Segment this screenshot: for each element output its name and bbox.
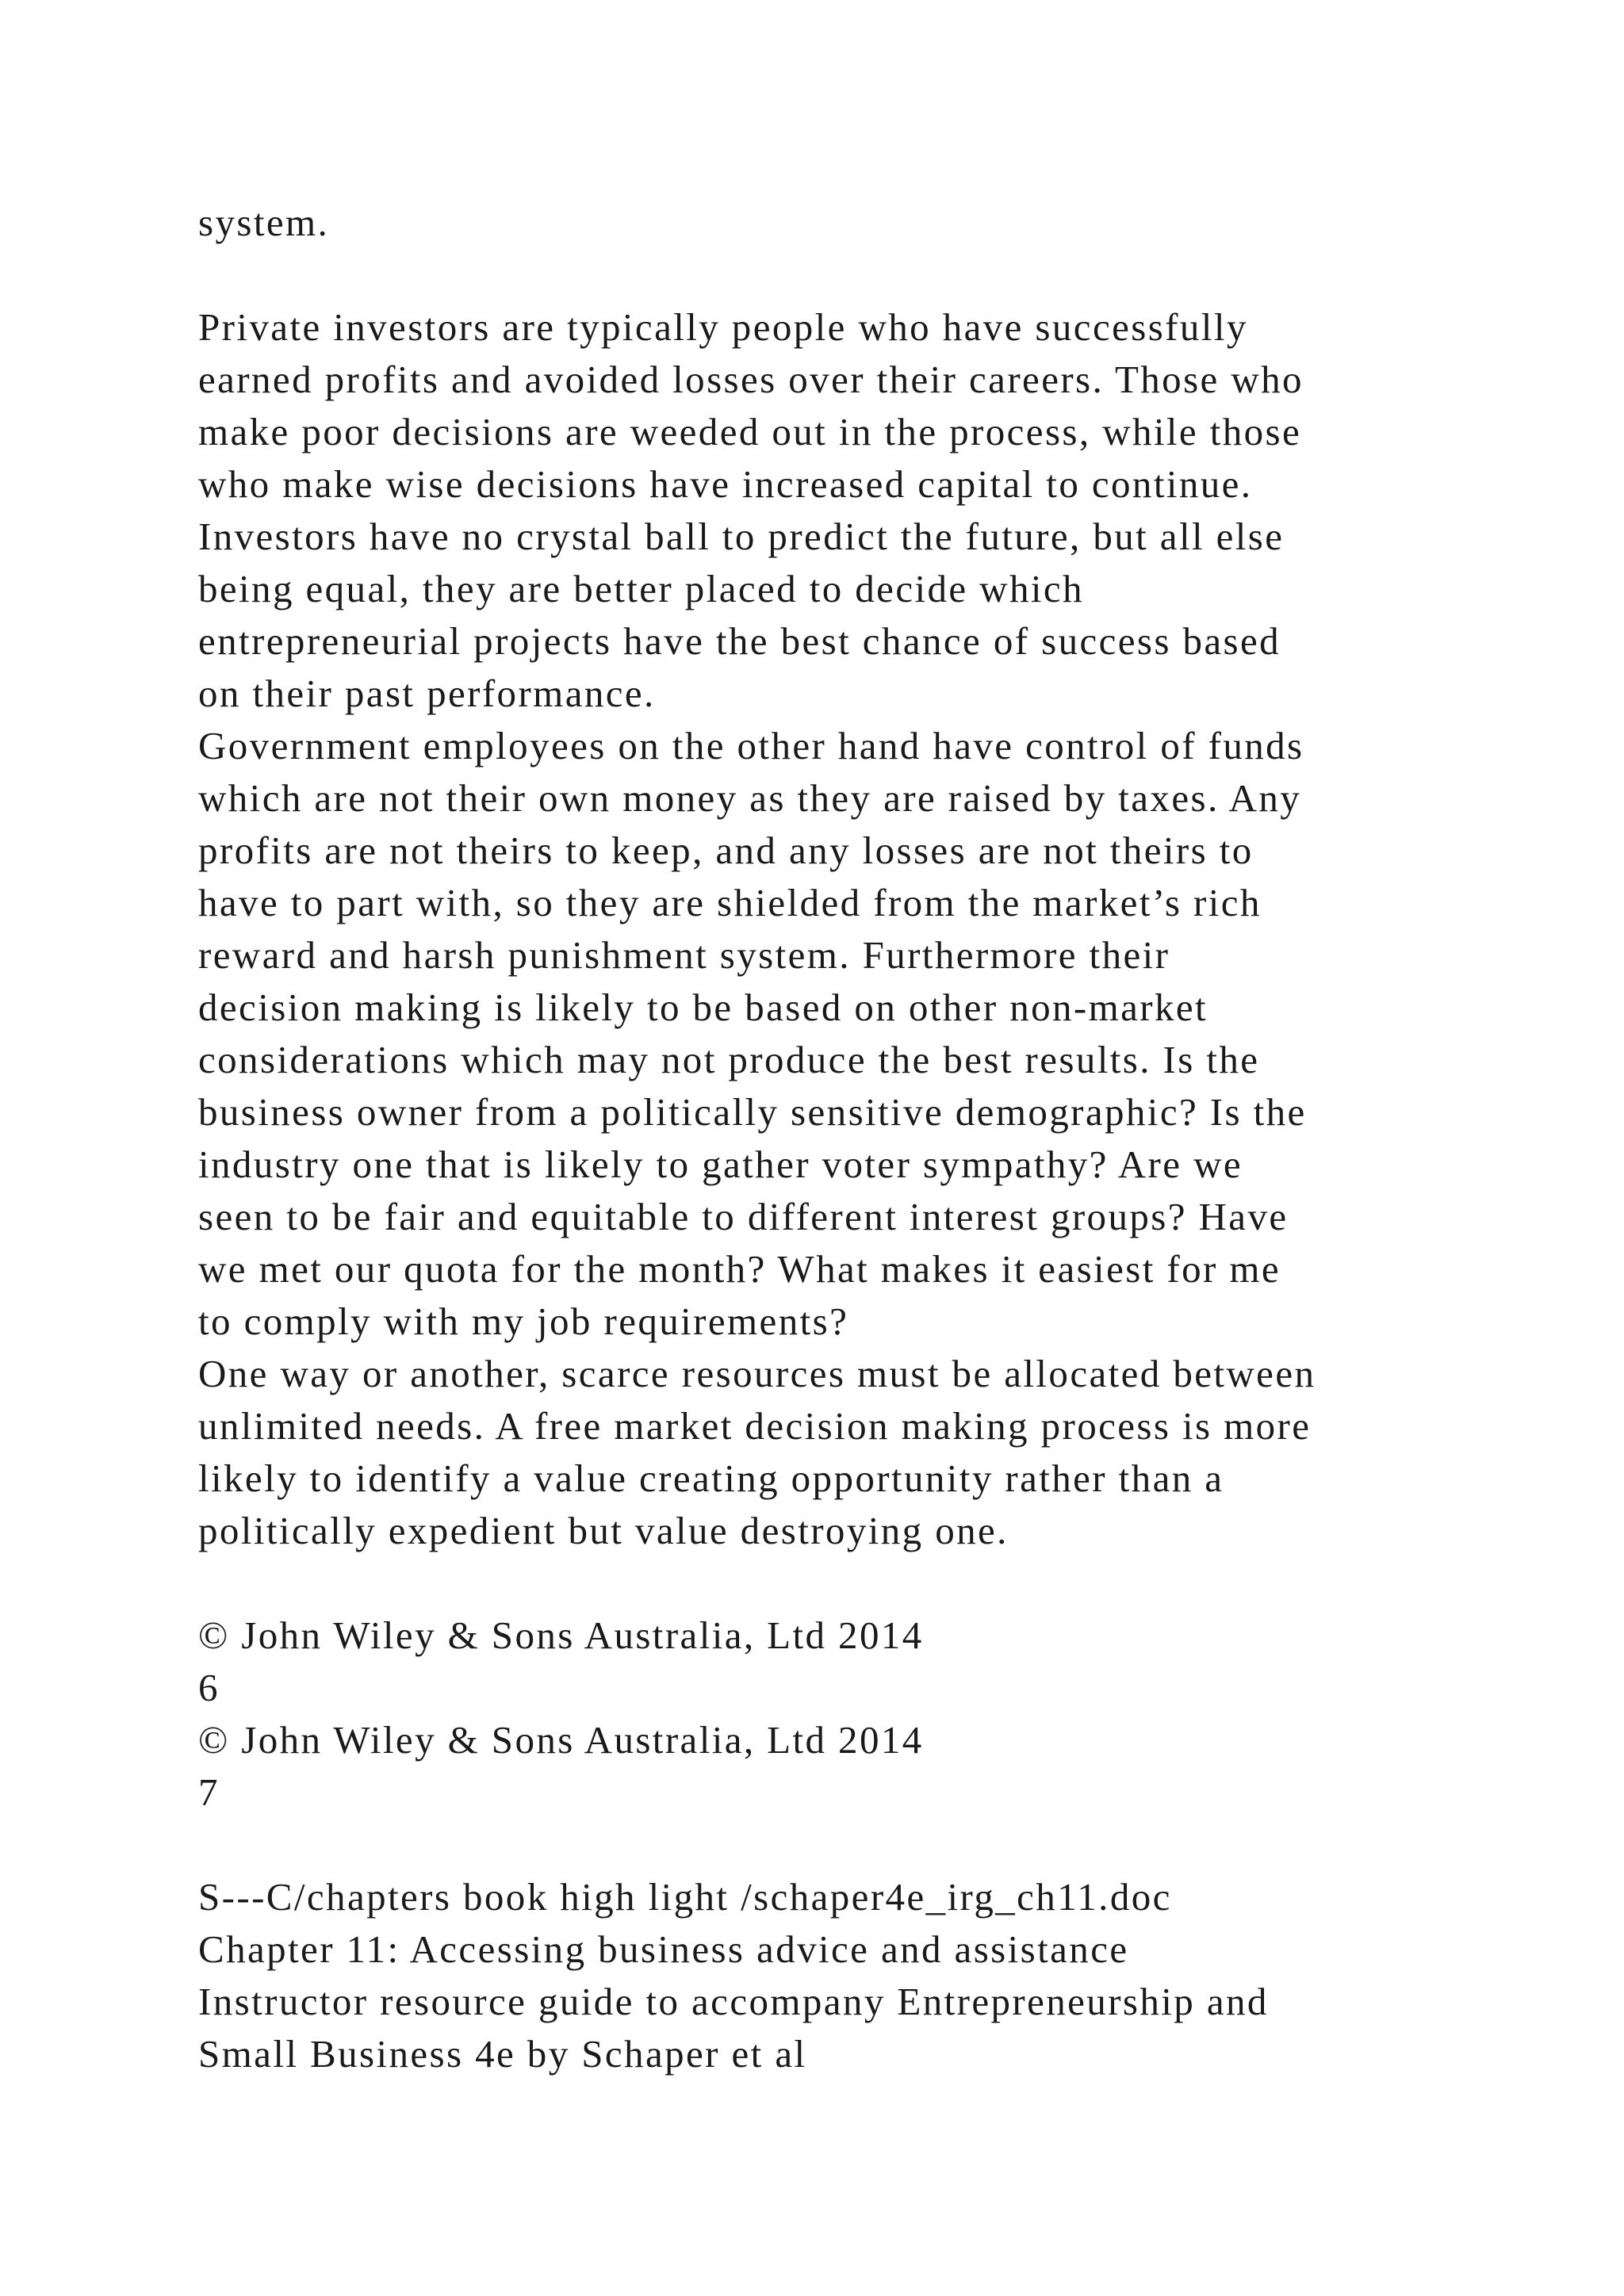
text-line: reward and harsh punishment system. Furthermore their — [198, 933, 1170, 977]
text-line: unlimited needs. A free market decision making process is more — [198, 1404, 1312, 1448]
copyright-line: © John Wiley & Sons Australia, Ltd 2014 — [198, 1718, 924, 1762]
text-line: seen to be fair and equitable to different interest groups? Have — [198, 1195, 1289, 1238]
text-line: have to part with, so they are shielded from the market’s rich — [198, 881, 1262, 924]
page-number: 7 — [198, 1770, 220, 1814]
copyright-line: © John Wiley & Sons Australia, Ltd 2014 — [198, 1613, 924, 1657]
file-path: S---C/chapters book high light /schaper4e_irg_ch11.doc — [198, 1875, 1172, 1919]
text-line: Government employees on the other hand have control of funds — [198, 724, 1304, 767]
text-line: decision making is likely to be based on other non-market — [198, 985, 1208, 1029]
guide-description: Small Business 4e by Schaper et al — [198, 2032, 807, 2076]
document-page — [198, 197, 1562, 2080]
text-line: system. — [198, 201, 330, 244]
text-line: likely to identify a value creating opportunity rather than a — [198, 1456, 1224, 1500]
text-line: Private investors are typically people who have successfully — [198, 305, 1248, 349]
chapter-title: Chapter 11: Accessing business advice and assistance — [198, 1927, 1129, 1971]
text-line: make poor decisions are weeded out in the process, while those — [198, 410, 1302, 453]
text-line: politically expedient but value destroying one. — [198, 1509, 1009, 1552]
page-number: 6 — [198, 1666, 220, 1709]
text-line: Investors have no crystal ball to predict the future, but all else — [198, 515, 1285, 558]
blank-line — [198, 1819, 1562, 1871]
text-line: being equal, they are better placed to decide which — [198, 567, 1084, 610]
text-line: we met our quota for the month? What makes it easiest for me — [198, 1247, 1281, 1291]
text-line: industry one that is likely to gather voter sympathy? Are we — [198, 1142, 1243, 1186]
text-line: considerations which may not produce the best results. Is the — [198, 1038, 1260, 1081]
text-line: which are not their own money as they are raised by taxes. Any — [198, 776, 1302, 820]
text-line: entrepreneurial projects have the best chance of success based — [198, 619, 1281, 663]
text-line: who make wise decisions have increased capital to continue. — [198, 462, 1253, 506]
text-line: profits are not theirs to keep, and any losses are not theirs to — [198, 828, 1254, 872]
text-line: to comply with my job requirements? — [198, 1299, 849, 1343]
text-line: earned profits and avoided losses over their careers. Those who — [198, 358, 1304, 401]
blank-line — [198, 1557, 1562, 1609]
text-line: One way or another, scarce resources must be allocated between — [198, 1352, 1316, 1395]
guide-description: Instructor resource guide to accompany Entrepreneurship and — [198, 1980, 1269, 2023]
text-line: on their past performance. — [198, 672, 656, 715]
text-line: business owner from a politically sensitive demographic? Is the — [198, 1090, 1307, 1134]
blank-line — [198, 249, 1562, 301]
